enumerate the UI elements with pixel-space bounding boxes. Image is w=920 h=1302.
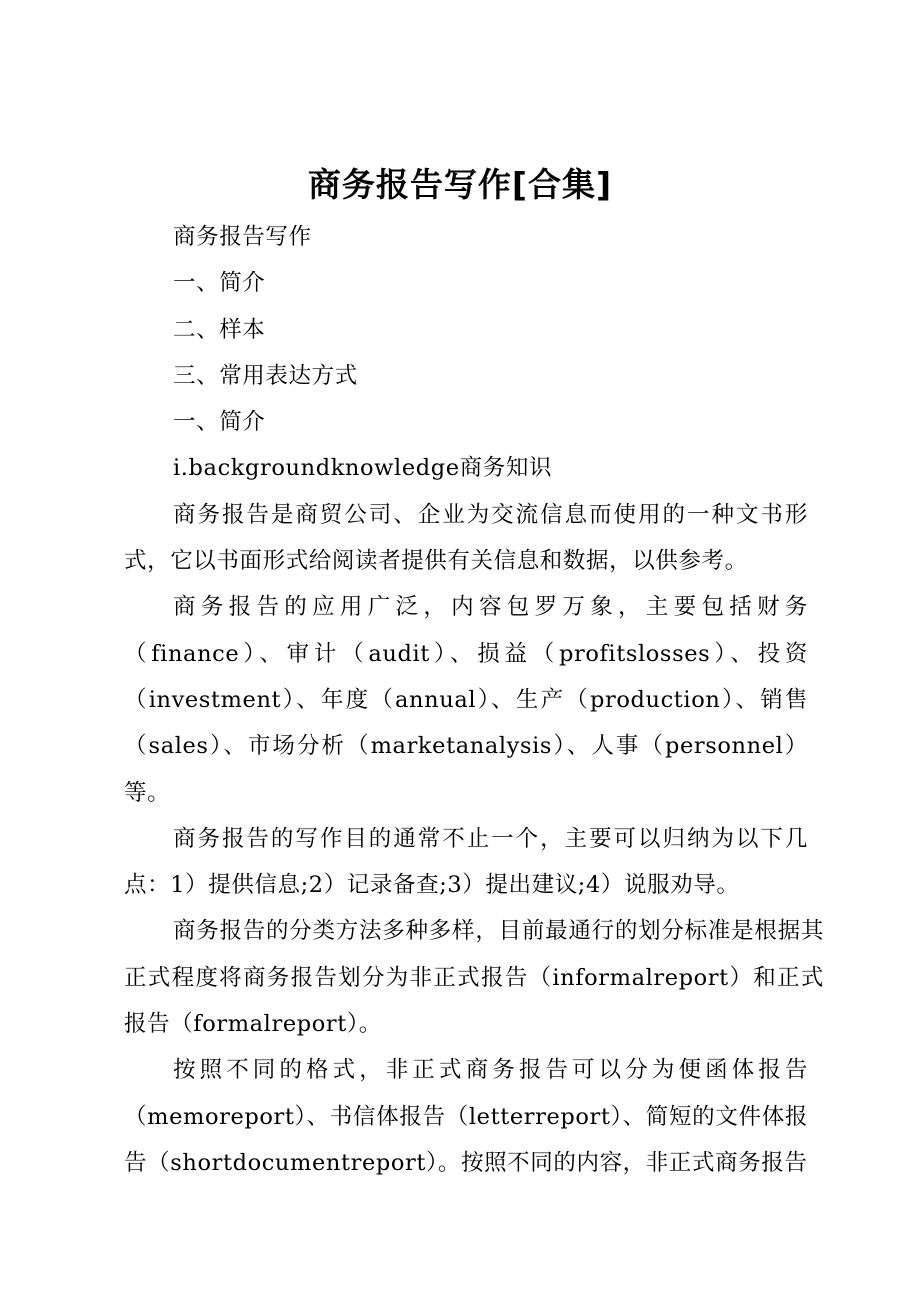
paragraph-classification: 商务报告的分类方法多种多样，目前最通行的划分标准是根据其正式程度将商务报告划分为非正式报告（informalreport）和正式报告（formalreport）。 xyxy=(124,918,824,1038)
paragraph-informal-formats: 按照不同的格式，非正式商务报告可以分为便函体报告（memoreport）、书信体报告（letterreport）、简短的文件体报告（shortdocumentreport）。按照不同的内容，非正式商务报告 xyxy=(124,1057,808,1176)
paragraph-section-intro: 一、简介 xyxy=(173,409,266,436)
paragraph-purposes: 商务报告的写作目的通常不止一个，主要可以归纳为以下几点：1）提供信息;2）记录备查;3）提出建议;4）说服劝导。 xyxy=(124,825,808,899)
document-title: 商务报告写作[合集] xyxy=(307,165,613,204)
document-body xyxy=(124,214,824,1186)
paragraph-background-knowledge: i.backgroundknowledge商务知识 xyxy=(173,455,553,482)
paragraph-definition: 商务报告是商贸公司、企业为交流信息而使用的一种文书形式，它以书面形式给阅读者提供有关信息和数据，以供参考。 xyxy=(124,501,808,575)
paragraph-applications: 商务报告的应用广泛，内容包罗万象，主要包括财务（finance）、审计（audit）、损益（profitslosses）、投资（investment）、年度（annual）、生产（production）、销售（sales）、市场分析（marketanalysis）、人事（personnel）等。 xyxy=(124,594,808,806)
paragraph-outline-expressions: 三、常用表达方式 xyxy=(173,362,358,389)
paragraph-outline-samples: 二、样本 xyxy=(173,316,266,343)
paragraph-heading-business-report-writing: 商务报告写作 xyxy=(173,224,312,250)
paragraph-outline-intro: 一、简介 xyxy=(173,270,266,297)
